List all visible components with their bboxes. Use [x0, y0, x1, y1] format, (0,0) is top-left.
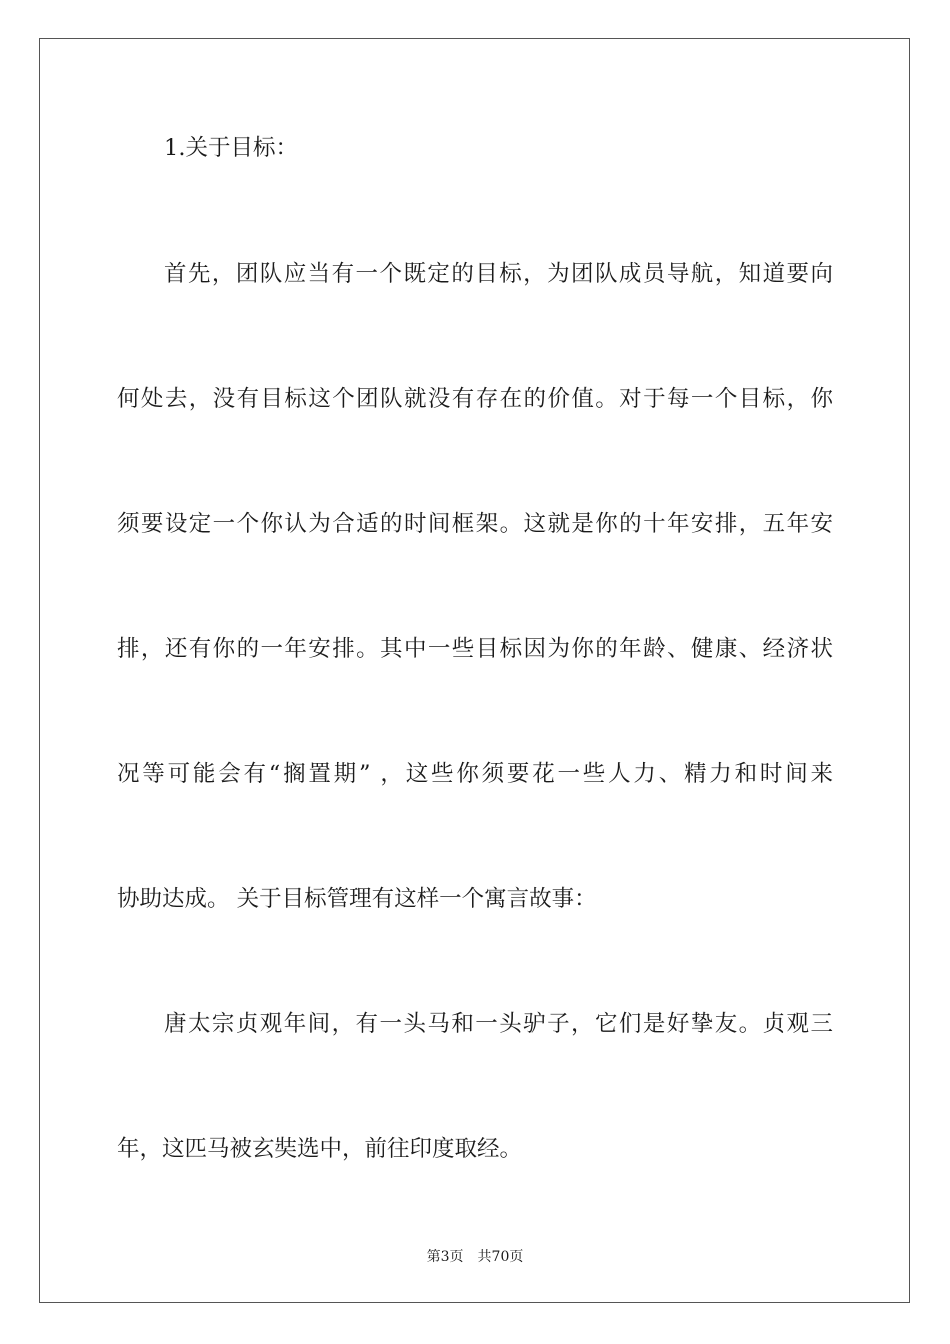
paragraph-line: 协助达成。 关于目标管理有这样一个寓言故事： — [117, 886, 597, 912]
paragraph-line: 排，还有你的一年安排。其中一些目标因为你的年龄、健康、经济状 — [117, 636, 833, 662]
section-heading: 1.关于目标： — [164, 135, 298, 161]
paragraph-line: 首先，团队应当有一个既定的目标，为团队成员导航，知道要向 — [164, 261, 833, 287]
paragraph-line: 何处去，没有目标这个团队就没有存在的价值。对于每一个目标，你 — [117, 386, 833, 412]
paragraph-line: 况等可能会有“搁置期” ，这些你须要花一些人力、精力和时间来 — [117, 761, 833, 787]
page-total: 共70页 — [477, 1249, 524, 1265]
paragraph-line: 年，这匹马被玄奘选中，前往印度取经。 — [117, 1136, 523, 1162]
page-footer — [0, 1247, 950, 1267]
paragraph-line: 须要设定一个你认为合适的时间框架。这就是你的十年安排，五年安 — [117, 511, 833, 537]
paragraph-line: 唐太宗贞观年间，有一头马和一头驴子，它们是好挚友。贞观三 — [164, 1011, 833, 1037]
page-number: 第3页 — [426, 1249, 464, 1265]
page-border — [39, 38, 910, 1303]
